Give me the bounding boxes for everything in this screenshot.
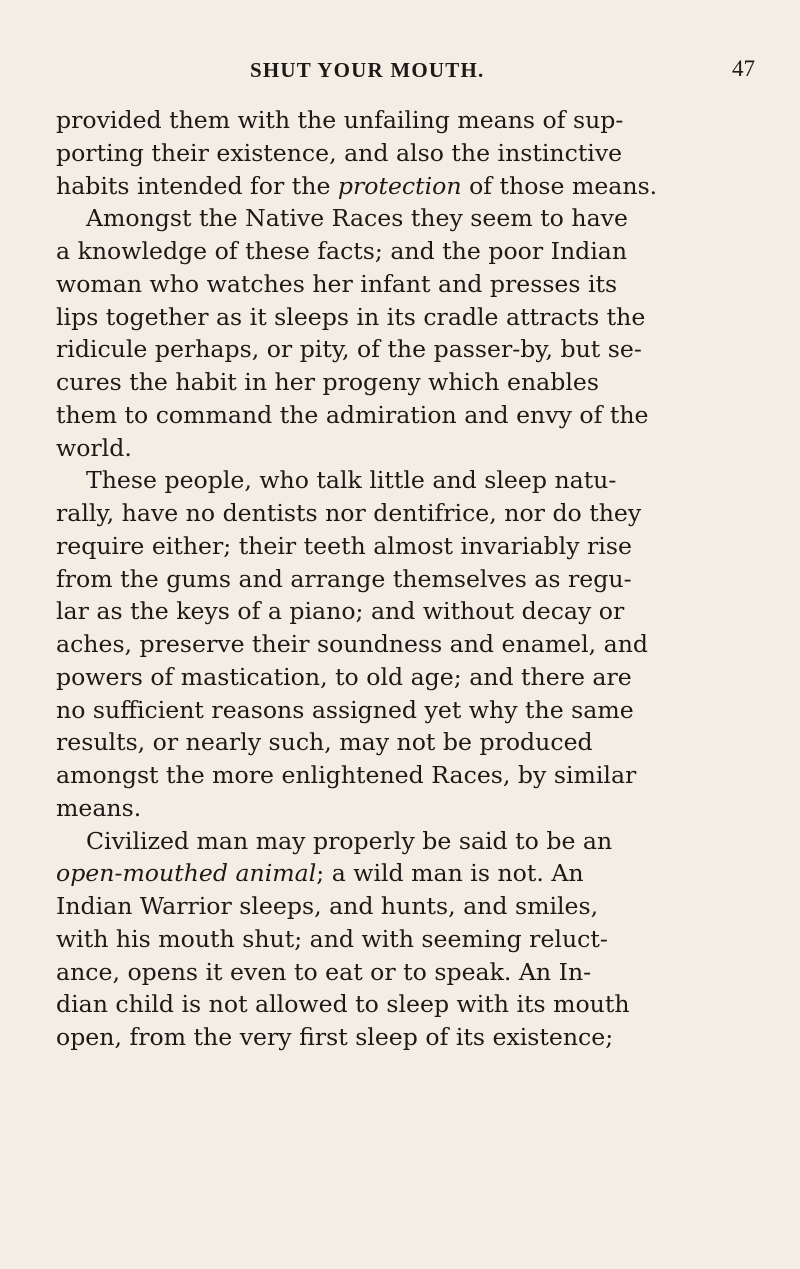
text-line: cures the habit in her progeny which enables — [56, 368, 599, 396]
text-line: These people, who talk little and sleep natu- — [86, 466, 617, 495]
text-run: ; a wild man is not. An — [316, 859, 584, 888]
text-line: aches, preserve their soundness and enamel, and — [56, 630, 649, 658]
text-line: lar as the keys of a piano; and without decay or — [56, 597, 625, 626]
text-line: ridicule perhaps, or pity, of the passer-by, but se- — [56, 335, 642, 364]
text-line: amongst the more enlightened Races, by similar — [56, 761, 637, 789]
text-line: them to command the admiration and envy of the — [56, 400, 649, 429]
text-line: world. — [56, 433, 132, 462]
text-run: habits intended for the — [56, 171, 338, 200]
text-line: lips together as it sleeps in its cradle attracts the — [56, 302, 646, 331]
text-line: means. — [56, 793, 142, 822]
text-line: with his mouth shut; and with seeming reluct- — [56, 924, 608, 953]
text-line: porting their existence, and also the instinctive — [56, 138, 623, 167]
text-line: Civilized man may properly be said to be an — [86, 826, 613, 855]
page-number: 47 — [732, 56, 755, 81]
text-line: no sufficient reasons assigned yet why the same — [56, 695, 634, 724]
text-line: Amongst the Native Races they seem to have — [86, 204, 628, 233]
text-line: open, from the very first sleep of its existence; — [56, 1023, 614, 1051]
text-line: Indian Warrior sleeps, and hunts, and smiles, — [56, 892, 599, 920]
text-line: a knowledge of these facts; and the poor Indian — [56, 237, 628, 265]
text-line: ance, opens it even to eat or to speak. An In- — [56, 957, 592, 986]
running-title: SHUT YOUR MOUTH. — [250, 58, 485, 82]
text-line: woman who watches her infant and presses its — [56, 269, 618, 298]
text-run: of those means. — [461, 171, 658, 200]
emphasis-text: open-mouthed animal — [56, 859, 317, 888]
text-line: provided them with the unfailing means of sup- — [56, 106, 624, 134]
text-line: from the gums and arrange themselves as regu- — [56, 564, 632, 593]
text-line: dian child is not allowed to sleep with its mouth — [56, 990, 630, 1019]
text-line — [56, 857, 796, 890]
text-line: results, or nearly such, may not be produced — [56, 728, 593, 757]
text-line — [56, 170, 796, 203]
text-line: require either; their teeth almost invariably rise — [56, 531, 632, 560]
text-line: powers of mastication, to old age; and there are — [56, 662, 632, 691]
body-text — [56, 104, 796, 1054]
text-line: rally, have no dentists nor dentifrice, nor do they — [56, 499, 642, 527]
emphasis-text: protection — [337, 171, 462, 200]
